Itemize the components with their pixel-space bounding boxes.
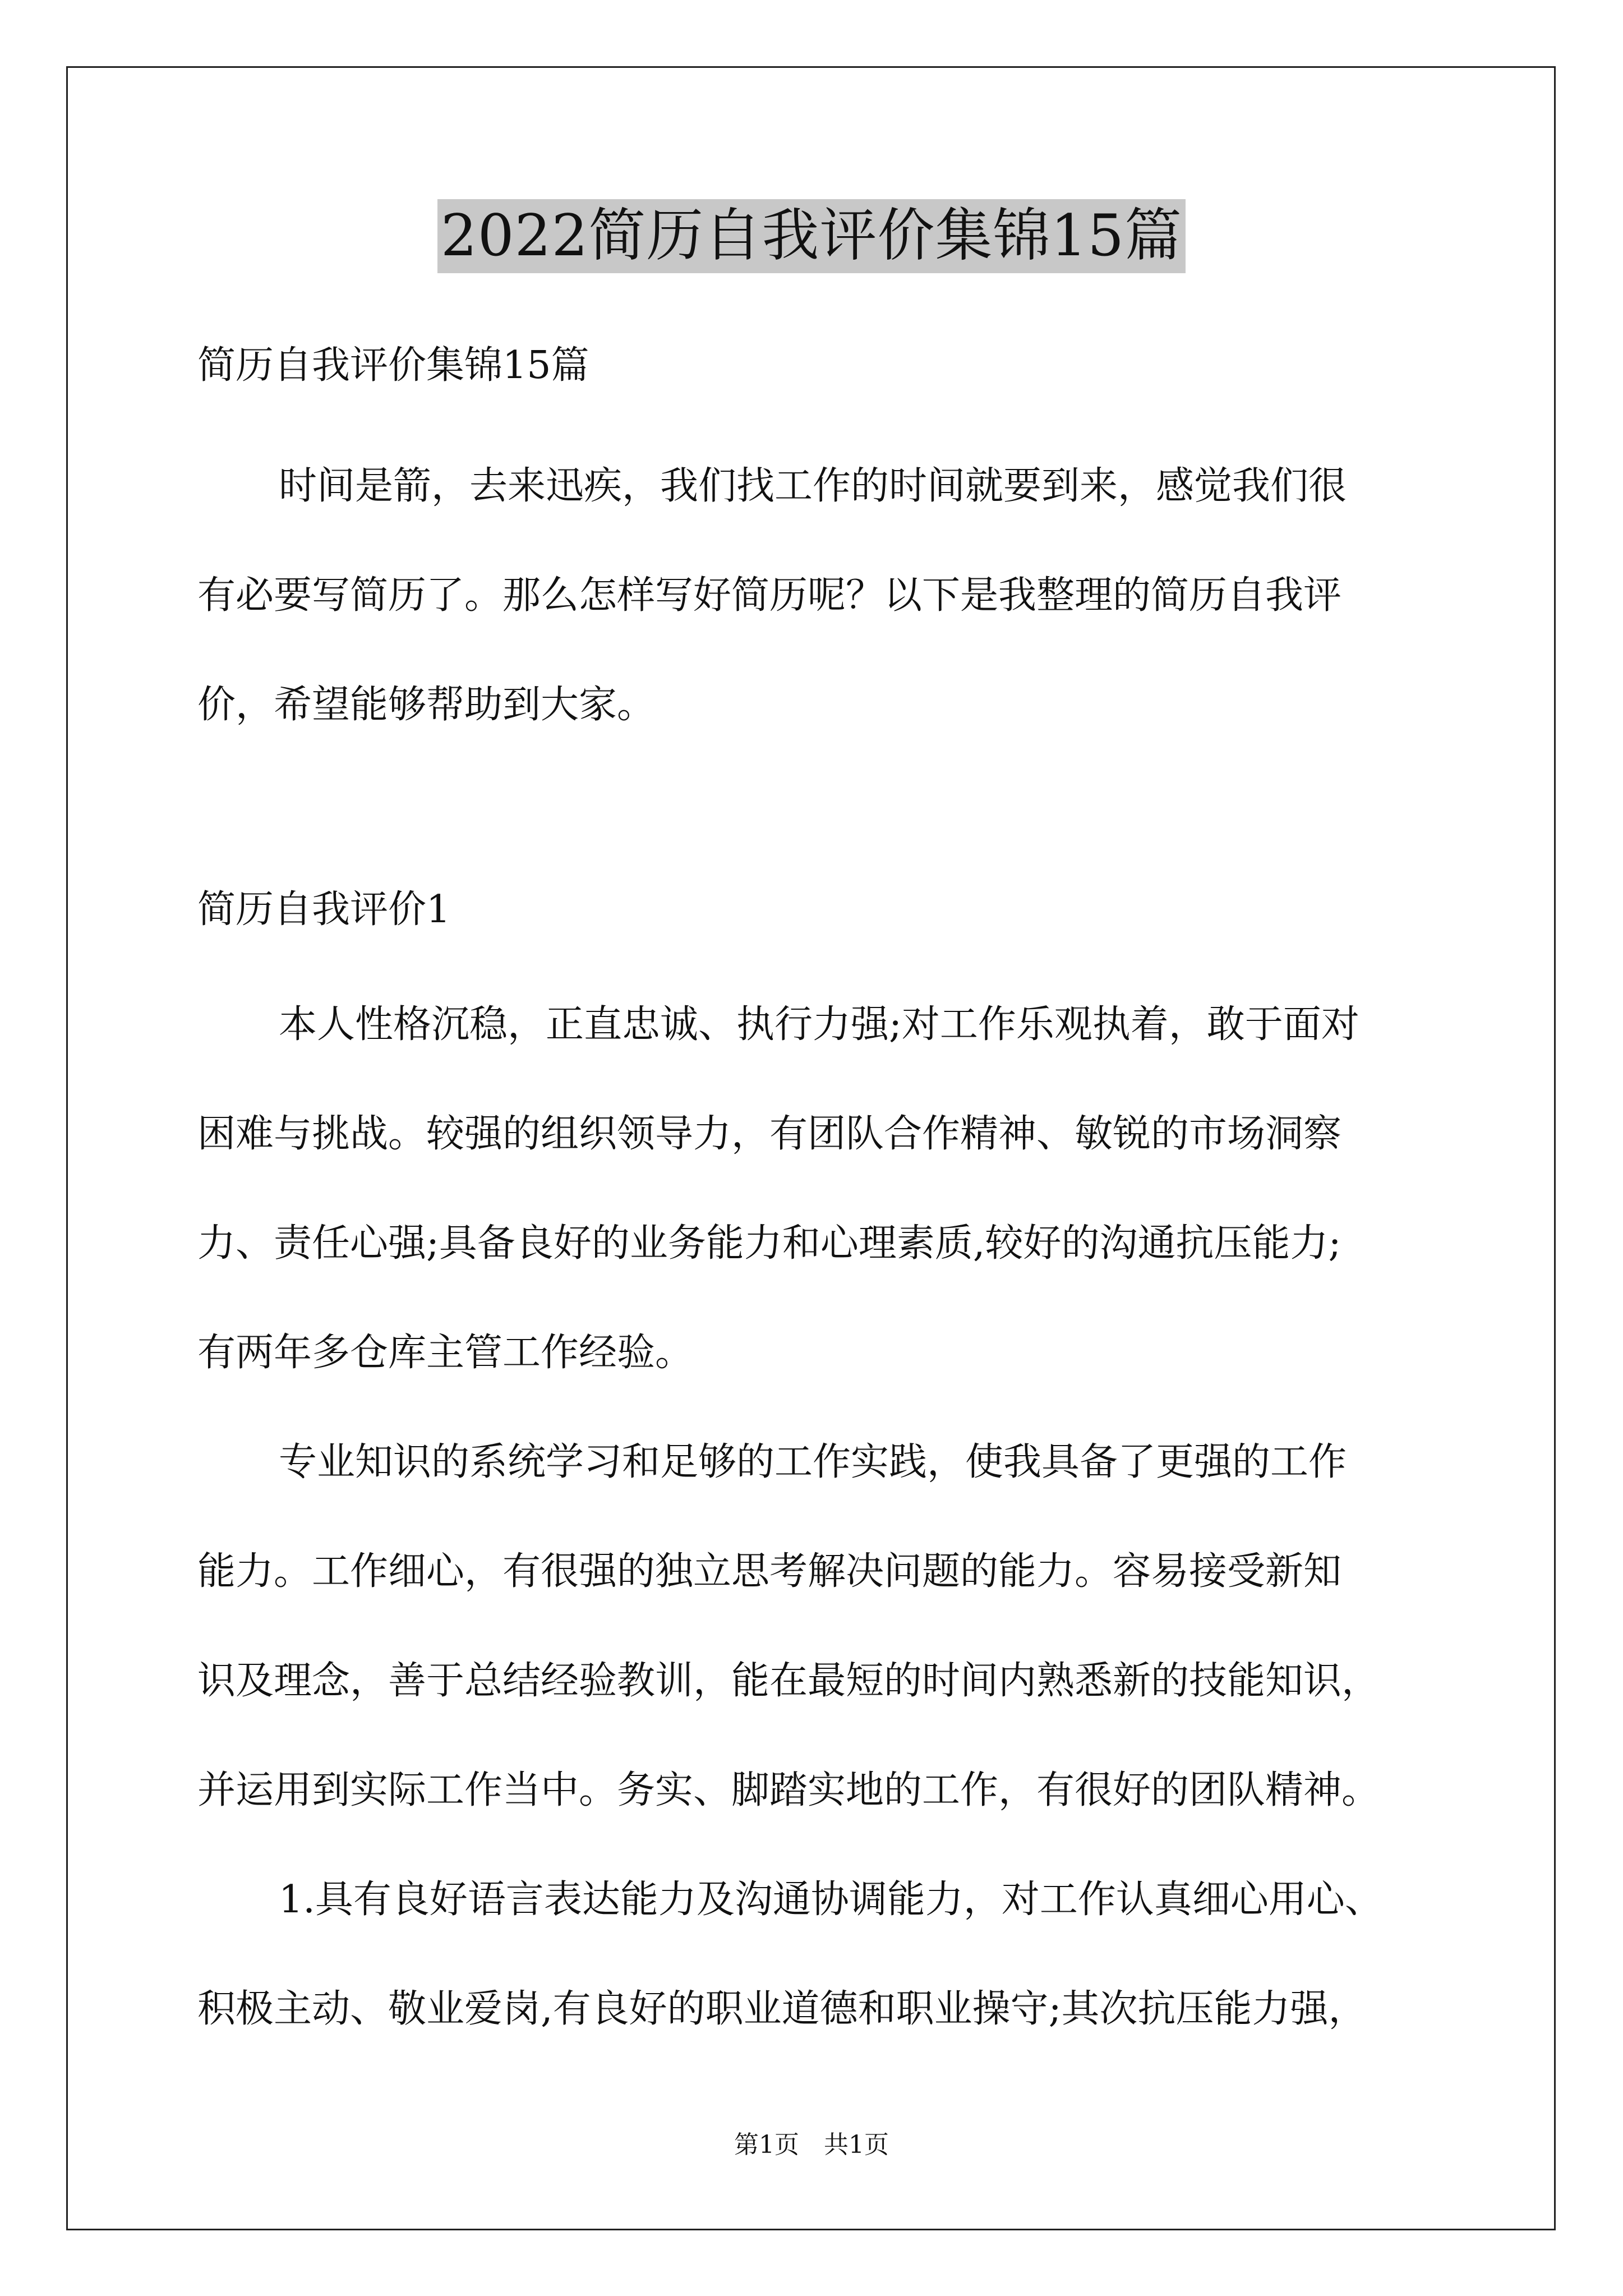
page-footer: 第1页 共1页 <box>734 2131 889 2159</box>
section-heading: 简历自我评价1 <box>197 887 451 932</box>
intro-line-3: 价，希望能够帮助到大家。 <box>197 683 656 727</box>
paragraph-2-line-4: 并运用到实际工作当中。务实、脚踏实地的工作，有很好的团队精神。 <box>197 1768 1380 1812</box>
paragraph-2-line-2: 能力。工作细心，有很强的独立思考解决问题的能力。容易接受新知 <box>197 1549 1342 1594</box>
paragraph-1-line-3: 力、责任心强;具备良好的业务能力和心理素质,较好的沟通抗压能力; <box>197 1221 1341 1266</box>
title-block <box>0 199 1623 273</box>
paragraph-1-line-2: 困难与挑战。较强的组织领导力，有团队合作精神、敏锐的市场洞察 <box>197 1112 1342 1156</box>
paragraph-3-line-1: 1.具有良好语言表达能力及沟通协调能力，对工作认真细心用心、 <box>279 1878 1383 1922</box>
paragraph-3-line-2: 积极主动、敬业爱岗,有良好的职业道德和职业操守;其次抗压能力强， <box>197 1987 1367 2031</box>
paragraph-2-line-3: 识及理念，善于总结经验教训，能在最短的时间内熟悉新的技能知识， <box>197 1659 1380 1703</box>
paragraph-2-line-1: 专业知识的系统学习和足够的工作实践，使我具备了更强的工作 <box>279 1440 1347 1484</box>
paragraph-1-line-1: 本人性格沉稳，正直忠诚、执行力强;对工作乐观执着，敢于面对 <box>279 1002 1359 1047</box>
intro-line-1: 时间是箭，去来迅疾，我们找工作的时间就要到来，感觉我们很 <box>279 464 1347 508</box>
subtitle-line: 简历自我评价集锦15篇 <box>197 343 589 388</box>
document-title: 2022简历自我评价集锦15篇 <box>437 199 1186 273</box>
paragraph-1-line-4: 有两年多仓库主管工作经验。 <box>197 1331 694 1375</box>
intro-line-2: 有必要写简历了。那么怎样写好简历呢？以下是我整理的简历自我评 <box>197 573 1342 618</box>
